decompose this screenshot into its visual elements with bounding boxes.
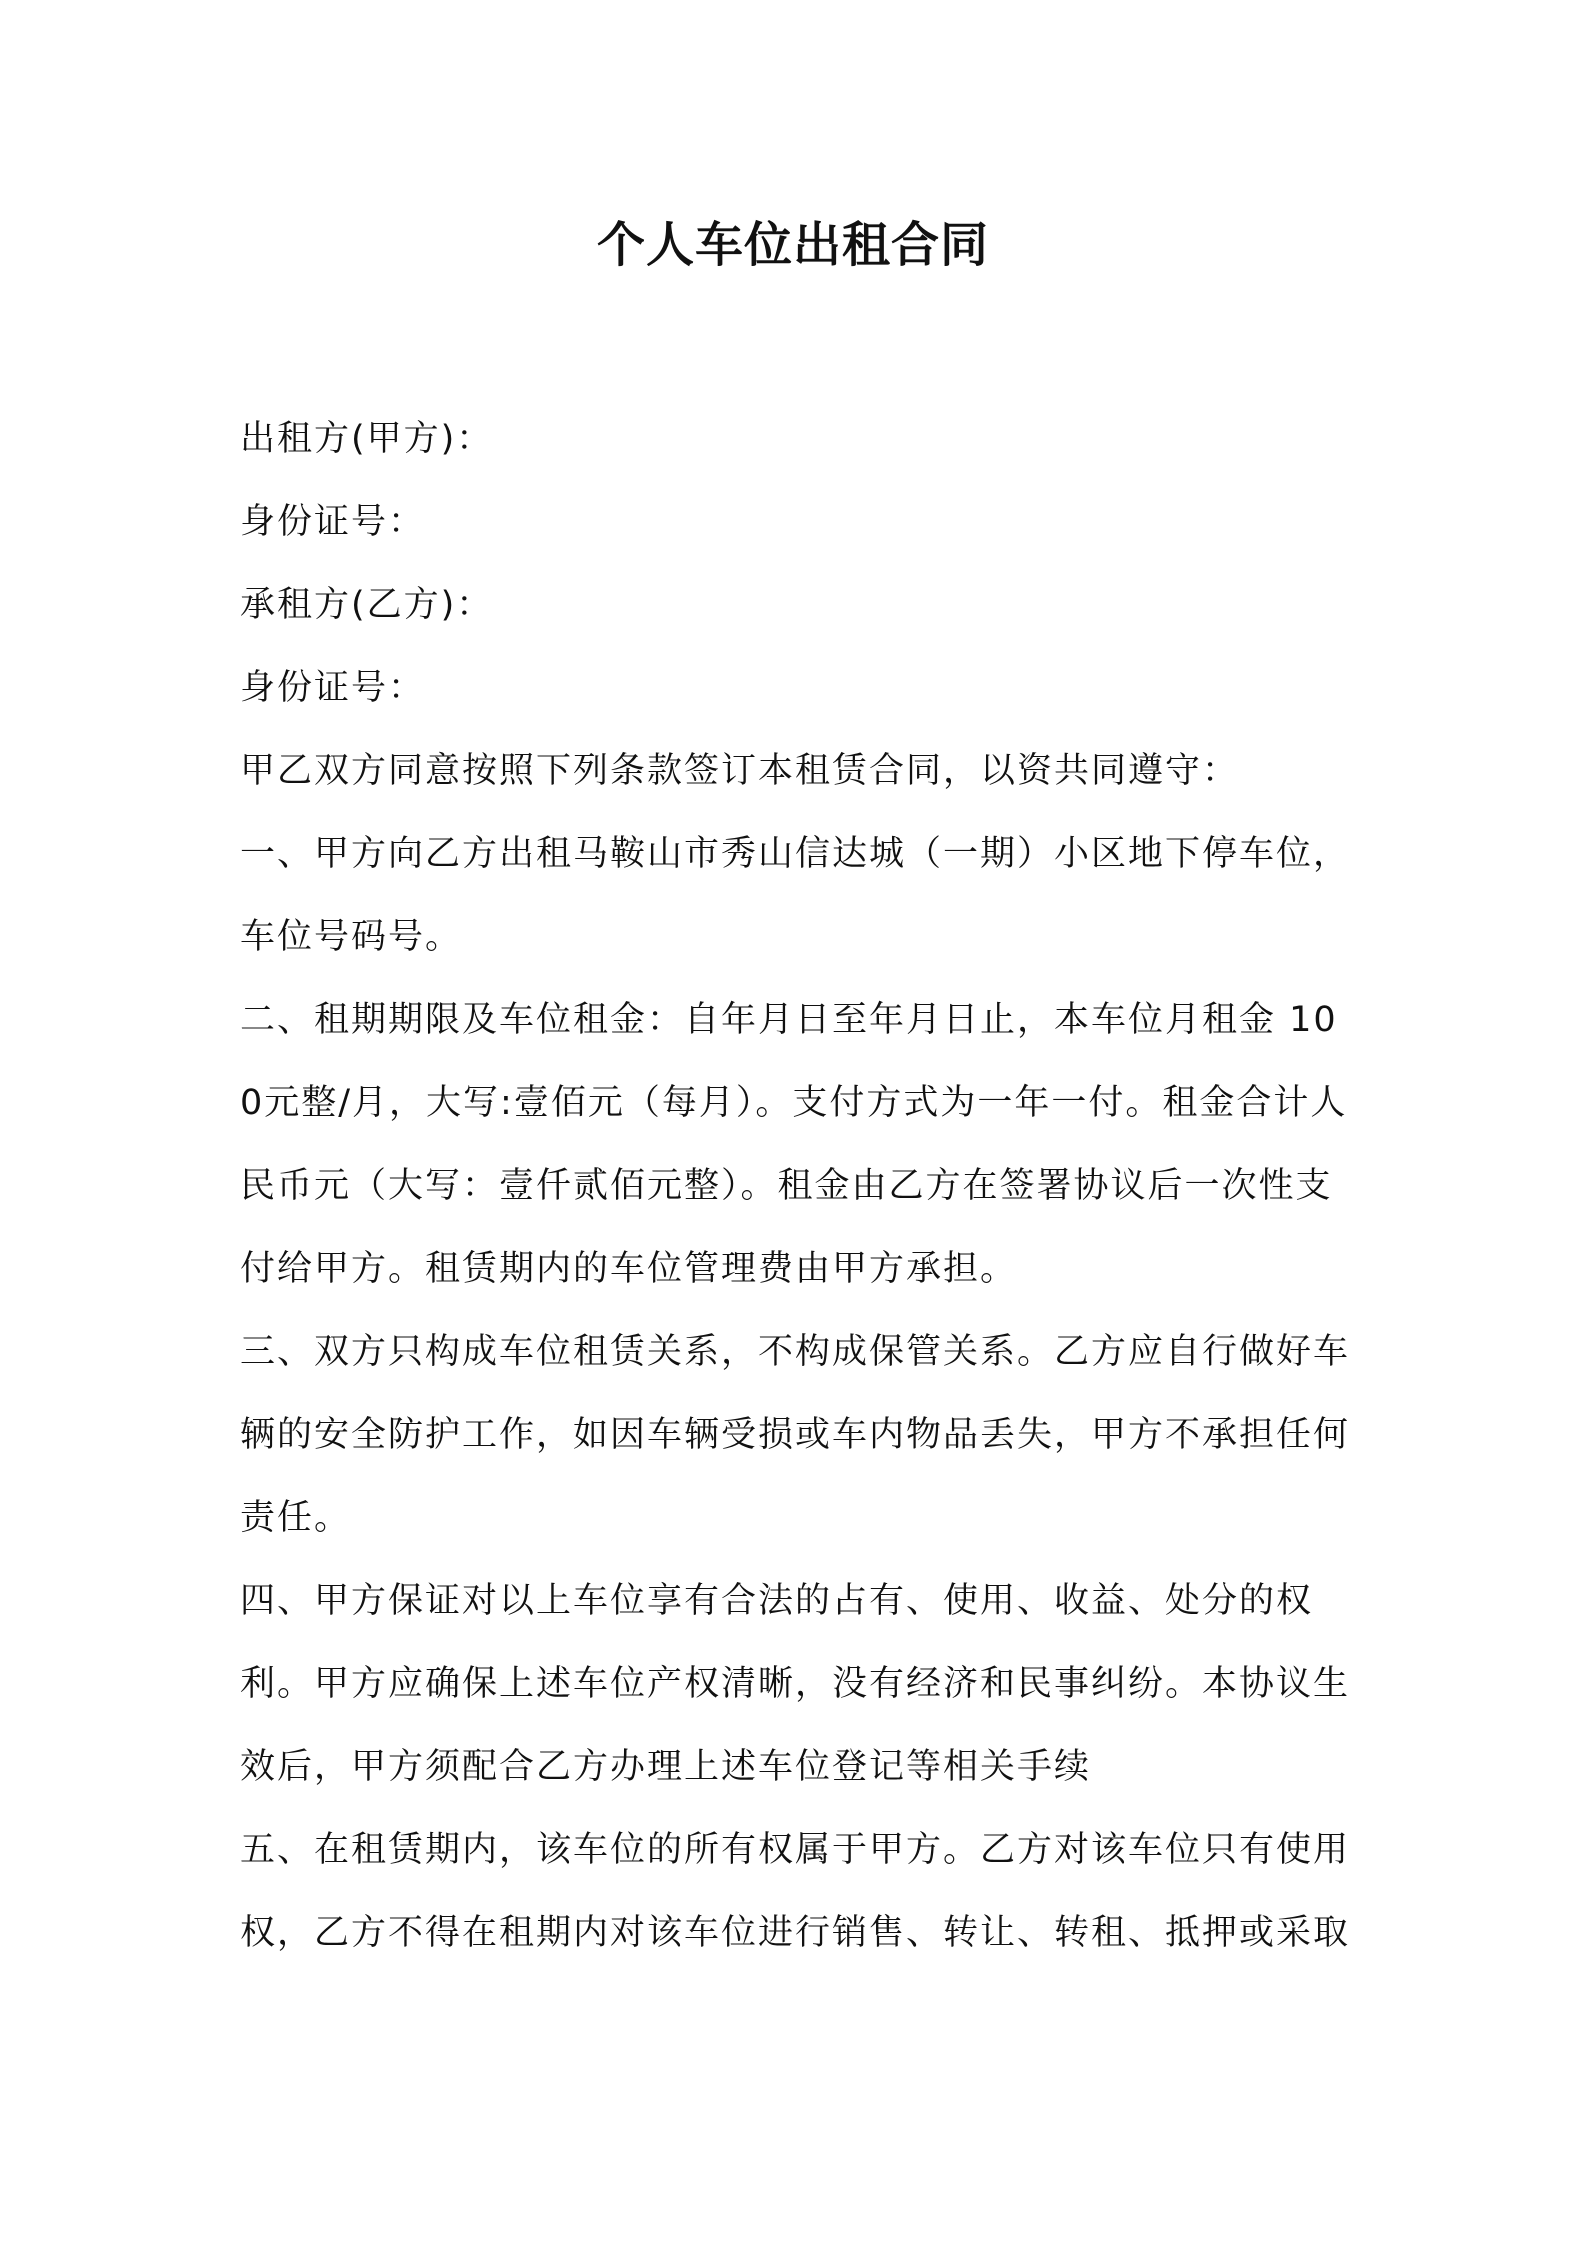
clause-1: 一、甲方向乙方出租马鞍山市秀山信达城（一期）小区地下停车位，车位号码号。: [240, 834, 1351, 957]
clause-5: 五、在租赁期内，该车位的所有权属于甲方。乙方对该车位只有使用权，乙方不得在租期内对该车位进行销售、转让、转租、抵押或采取: [240, 1830, 1351, 1953]
clause-3: 三、双方只构成车位租赁关系，不构成保管关系。乙方应自行做好车辆的安全防护工作，如因车辆受损或车内物品丢失，甲方不承担任何责任。: [240, 1332, 1351, 1538]
intro-paragraph: 甲乙双方同意按照下列条款签订本租赁合同，以资共同遵守：: [240, 751, 1240, 791]
document-title: 个人车位出租合同: [596, 217, 989, 273]
clause-4: 四、甲方保证对以上车位享有合法的占有、使用、收益、处分的权利。甲方应确保上述车位产权清晰，没有经济和民事纠纷。本协议生效后，甲方须配合乙方办理上述车位登记等相关手续: [240, 1581, 1351, 1787]
lessee-field: 承租方(乙方)：: [240, 585, 494, 625]
lessor-field: 出租方(甲方)：: [240, 419, 494, 459]
clause-2: 二、租期期限及车位租金：自年月日至年月日止，本车位月租金 100元整/月，大写:壹佰元（每月）。支付方式为一年一付。租金合计人民币元（大写：壹仟贰佰元整）。租金由乙方在签署协议后一次性支付给甲方。租赁期内的车位管理费由甲方承担。: [240, 1000, 1348, 1289]
document-body: [240, 398, 1360, 1975]
lessee-id-field: 身份证号：: [240, 668, 426, 708]
lessor-id-field: 身份证号：: [240, 502, 426, 542]
